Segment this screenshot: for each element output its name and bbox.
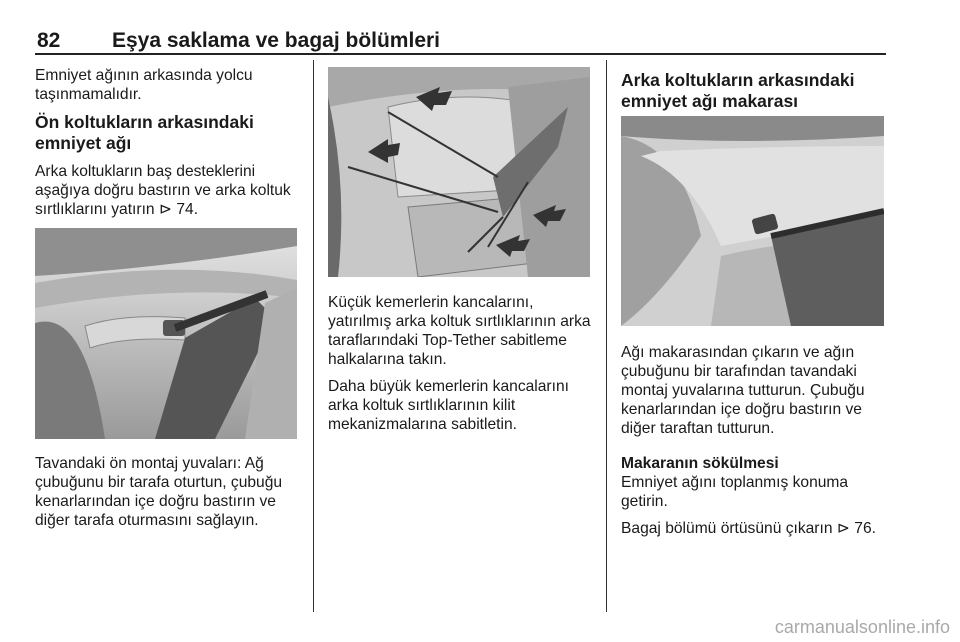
column-1-caption	[35, 454, 305, 538]
instruction-text	[35, 162, 305, 219]
instruction-text-7-body: Bagaj bölümü örtüsünü çıkarın	[621, 520, 833, 537]
intro-text: Emniyet ağının arkasında yolcu taşınmamalıdır.	[35, 67, 253, 103]
figure-front-net-mount	[35, 228, 297, 439]
section-heading-front-net: Ön koltukların arkasındaki emniyet ağı	[35, 112, 254, 153]
page-reference[interactable]: 74.	[176, 201, 199, 218]
figure-net-hooks	[328, 67, 590, 277]
instruction-text-2: Tavandaki ön montaj yuvaları: Ağ çubuğunu bir tarafa oturtun, çubuğu kenarlarından içe doğru bastırın ve diğer tarafa oturmasını sağlayın.	[35, 455, 283, 529]
page-reference-2[interactable]: 76.	[854, 520, 876, 537]
instruction-text-7	[621, 519, 889, 538]
page-title: Eşya saklama ve bagaj bölümleri	[112, 29, 441, 52]
figure-net-roller	[621, 116, 884, 326]
instruction-text-5: Ağı makarasından çıkarın ve ağın çubuğunu bir tarafından tavandaki montaj yuvalarına tutturun. Çubuğu kenarlarından içe doğru bastırın ve diğer taraftan tutturun.	[621, 344, 865, 437]
column-3-text	[621, 343, 889, 546]
instruction-text-4: Daha büyük kemerlerin kancalarını arka koltuk sırtlıklarının kilit mekanizmalarına sabitletin.	[328, 378, 569, 433]
section-heading-rear-net: Arka koltukların arkasındaki emniyet ağı makarası	[621, 70, 855, 111]
column-divider-1	[313, 60, 314, 612]
reference-triangle-icon: ⊳	[158, 201, 173, 218]
watermark: carmanualsonline.info	[774, 617, 950, 637]
column-divider-2	[606, 60, 607, 612]
reference-triangle-icon: ⊳	[836, 520, 850, 537]
instruction-text-3: Küçük kemerlerin kancalarını, yatırılmış arka koltuk sırtlıklarının arka taraflarındaki Top-Tether sabitleme halkalarına takın.	[328, 294, 591, 368]
page-number: 82	[37, 29, 61, 52]
subheading-roller-removal: Makaranın sökülmesi	[621, 455, 779, 472]
column-1	[35, 66, 305, 227]
instruction-text-body: Arka koltukların baş desteklerini aşağıya doğru bastırın ve arka koltuk sırtlıklarını yatırın	[35, 163, 291, 218]
header-rule	[35, 53, 886, 55]
column-2	[328, 293, 598, 442]
column-3	[621, 70, 889, 120]
instruction-text-6: Emniyet ağını toplanmış konuma getirin.	[621, 474, 849, 510]
